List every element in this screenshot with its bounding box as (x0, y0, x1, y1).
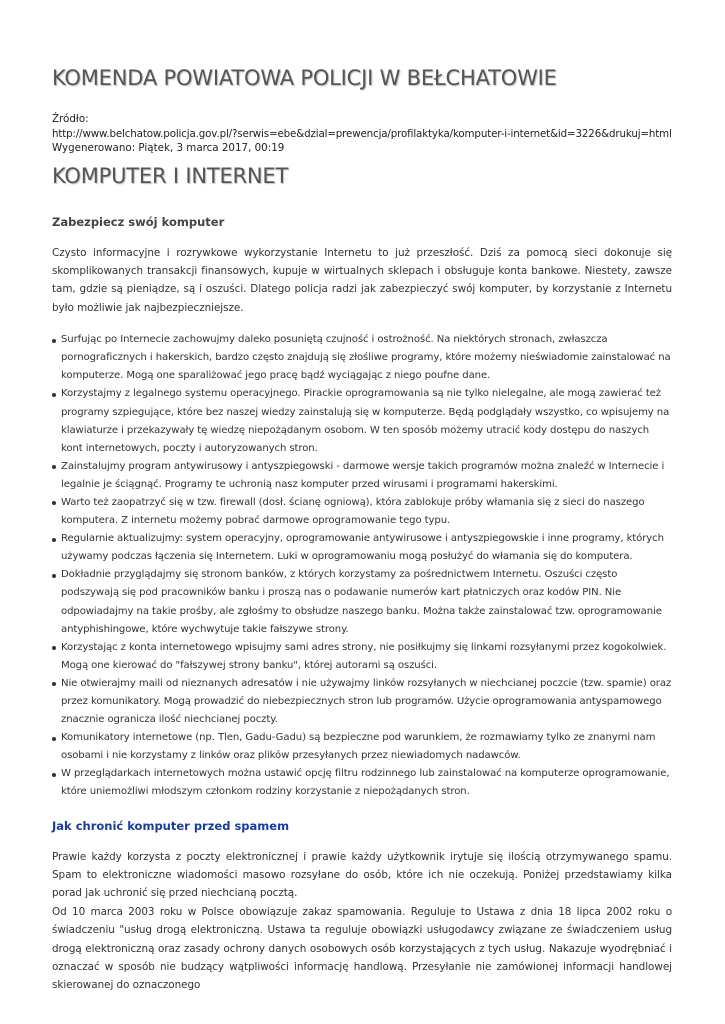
list-item (52, 675, 672, 729)
list-item (52, 385, 672, 457)
intro-paragraph: Czysto informacyjne i rozrywkowe wykorzystanie Internetu to już przeszłość. Dziś za pomocą sieci dokonuje się skomplikowanych transakcji finansowych, kupuje w wirtualnych sklepach i obsługuje konta bankowe. Niestety, zawsze tam, gdzie są pieniądze, są i oszuści. Dlatego policja radzi jak zabezpieczyć swój komputer, by korzystanie z Internetu było możliwie jak najbezpieczniejsze. (52, 246, 672, 314)
source-label: Źródło: (52, 113, 89, 125)
tips-list (52, 331, 672, 801)
list-item (52, 530, 672, 566)
generated-date: Wygenerowano: Piątek, 3 marca 2017, 00:19 (52, 142, 285, 154)
source-block (52, 112, 672, 156)
organization-heading: KOMENDA POWIATOWA POLICJI W BEŁCHATOWIE (52, 66, 557, 90)
list-item (52, 639, 672, 675)
list-item (52, 729, 672, 765)
spam-paragraph-2: Od 10 marca 2003 roku w Polsce obowiązuje zakaz spamowania. Reguluje to Ustawa z dnia 18 lipca 2002 roku o świadczeniu "usług drogą elektroniczną. Ustawa ta reguluje obowiązki usługodawcy związane ze świadczeniem usług drogą elektroniczną oraz zasady ochrony danych osobowych osób korzystających z tych usług. Nakazuje wyodrębniać i oznaczać w sposób nie budzący wątpliwości informację handlową. Przesyłanie nie zamówionej informacji handlowej skierowanej do oznaczonego (52, 905, 672, 992)
document-content (52, 60, 672, 995)
list-item-text: Komunikatory internetowe (np. Tlen, Gadu-Gadu) są bezpieczne pod warunkiem, że rozmawiamy tylko ze znanymi nam osobami i nie korzystamy z linków oraz plików przesyłanych przez niewiadomych nadawców. (61, 732, 656, 762)
list-item-text: Warto też zaopatrzyć się w tzw. firewall (dosł. ścianę ogniową), która zablokuje próby włamania się z sieci do naszego komputera. Z internetu możemy pobrać darmowe oprogramowanie tego typu. (61, 496, 645, 527)
section-heading-secure-computer: Zabezpiecz swój komputer (52, 214, 225, 229)
list-item-text: Nie otwierajmy maili od nieznanych adresatów i nie używajmy linków rozsyłanych w niechcianej poczcie (tzw. spamie) oraz przez komunikatory. Mogą prowadzić do niebezpiecznych stron lub programów. Użycie oprogramowania antyspamowego znacznie ogranicza ilość niechcianej poczty. (61, 677, 672, 726)
list-item-text: Regularnie aktualizujmy: system operacyjny, oprogramowanie antywirusowe i antyszpiegowskie i inne programy, których używamy podczas łączenia się Internetem. Luki w oprogramowaniu mogą posłużyć do włamania się do komputera. (61, 533, 664, 563)
list-item (52, 494, 672, 530)
list-item (52, 458, 672, 494)
list-item-text: Surfując po Internecie zachowujmy daleko posuniętą czujność i ostrożność. Na niektórych stronach, zwłaszcza pornograficznych i hakerskich, bardzo często znajdują się złośliwe programy, które możemy nieświadomie zainstalować na komputerze. Mogą one sparaliżować jego pracę bądź wyciągając z niego poufne dane. (61, 334, 671, 382)
list-item (52, 566, 672, 638)
article-title: KOMPUTER I INTERNET (52, 163, 289, 188)
list-item (52, 765, 672, 801)
list-item (52, 331, 672, 385)
list-item-text: Korzystajmy z legalnego systemu operacyjnego. Pirackie oprogramowania są nie tylko nielegalne, ale mogą zawierać też programy szpiegujące, które bez naszej wiedzy zainstalują się w komputerze. Będą podglądały wszystko, co wpisujemy na klawiaturze i przekazywały tę wiedzę niepożądanym osobom. W ten sposób możemy utracić kody dostępu do naszych kont internetowych, poczty i autoryzowanych stron. (61, 388, 670, 454)
list-item-text: W przeglądarkach internetowych można ustawić opcję filtru rodzinnego lub zainstalować na komputerze oprogramowanie, które uniemożliwi młodszym członkom rodziny korzystanie z niepożądanych stron. (61, 768, 670, 798)
section-heading-spam: Jak chronić komputer przed spamem (52, 818, 290, 833)
spam-paragraph-1: Prawie każdy korzysta z poczty elektronicznej i prawie każdy użytkownik irytuje się ilością otrzymywanego spamu. Spam to elektroniczne wiadomości masowo rozsyłane do osób, które ich nie oczekują. Poniżej przedstawiamy kilka porad jak uchronić się przed niechcianą pocztą. (52, 850, 672, 900)
list-item-text: Dokładnie przyglądajmy się stronom banków, z których korzystamy za pośrednictwem Internetu. Oszuści często podszywają się pod pracowników banku i proszą nas o podawanie numerów kart płatniczych oraz kodów PIN. Nie odpowiadajmy na takie prośby, ale zgłośmy to obsłudze naszego banku. Można także zainstalować tzw. oprogramowanie antyphishingowe, które wychwytuje takie fałszywe strony. (61, 569, 662, 635)
list-item-text: Zainstalujmy program antywirusowy i antyszpiegowski - darmowe wersje takich programów można znaleźć w Internecie i legalnie je ściągnąć. Programy te uchronią nasz komputer przed wirusami i programami hakerskimi. (61, 460, 665, 490)
source-url[interactable]: http://www.belchatow.policja.gov.pl/?serwis=ebe&dzial=prewencja/profilaktyka/komputer-i-internet&id=3226&drukuj=html (52, 127, 672, 140)
list-item-text: Korzystając z konta internetowego wpisujmy sami adres strony, nie posiłkujmy się linkami rozsyłanymi przez kogokolwiek. Mogą one kierować do "fałszywej strony banku", której autorami są oszuści. (61, 641, 667, 671)
